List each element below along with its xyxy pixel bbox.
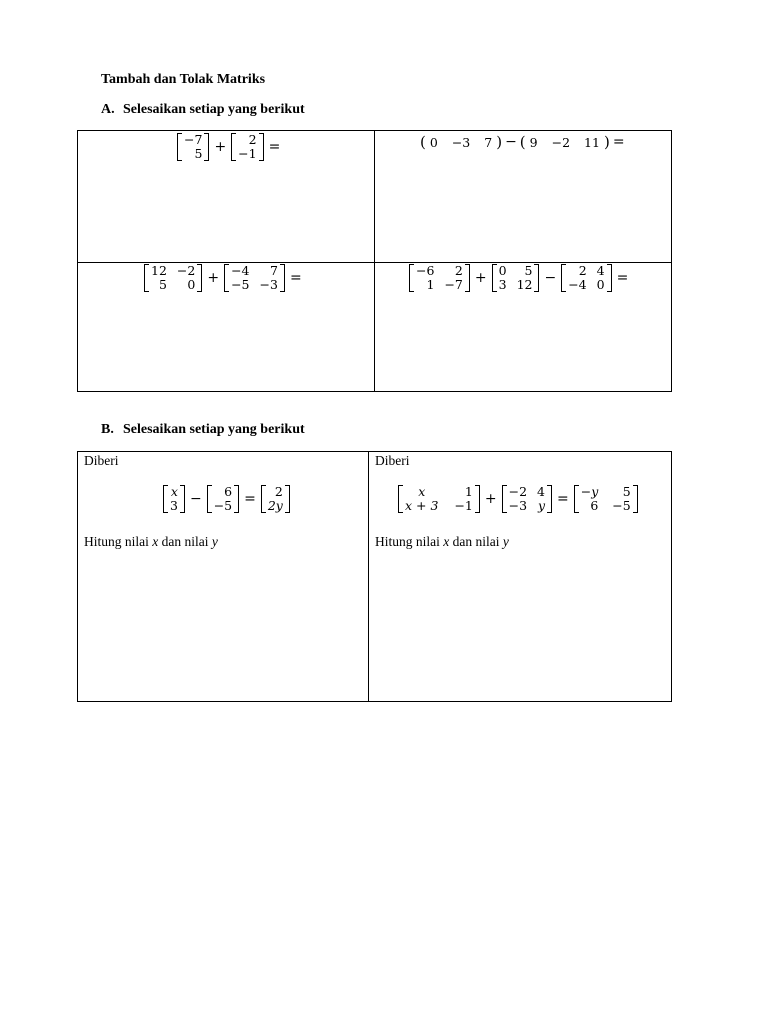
prompt-text: dan nilai	[449, 534, 503, 549]
matrix-entry: 12	[516, 277, 533, 292]
equals-sign: =	[557, 491, 569, 507]
matrix-entry: 5	[194, 146, 203, 161]
matrix-entry: −7	[184, 132, 203, 147]
equals-sign: =	[268, 139, 281, 155]
matrix-entry: −4	[568, 277, 587, 292]
matrix-entry: 1	[464, 484, 473, 499]
matrix-entry: −1	[454, 498, 473, 513]
matrix-entry: −5	[612, 498, 631, 513]
matrix	[207, 485, 239, 513]
matrix	[144, 264, 202, 292]
matrix-entry: 1	[426, 277, 435, 292]
question-b1-expression	[161, 485, 292, 513]
matrix	[574, 485, 638, 513]
close-paren: )	[496, 133, 503, 151]
given-label: Diberi	[375, 453, 410, 468]
variable-x: x	[443, 534, 450, 549]
matrix-entry: 12	[151, 263, 167, 278]
plus-operator: +	[484, 491, 497, 507]
minus-operator: −	[505, 134, 517, 150]
matrix-entry: 2y	[267, 498, 283, 513]
section-a-heading	[101, 102, 305, 118]
matrix-entry: −6	[416, 263, 435, 278]
matrix	[261, 485, 290, 513]
matrix-entry: 2	[248, 132, 257, 147]
matrix-entry: y	[537, 498, 545, 513]
equals-sign: =	[612, 134, 625, 150]
matrix	[561, 264, 611, 292]
matrix-entry: 6	[224, 484, 233, 499]
question-a3-expression	[142, 264, 305, 292]
open-paren: (	[420, 133, 426, 151]
matrix-entry: 0	[498, 263, 507, 278]
vector-entry: 0	[429, 134, 438, 150]
plus-operator: +	[214, 139, 227, 155]
matrix-entry: x + 3	[405, 498, 439, 513]
prompt-text: Hitung nilai	[375, 534, 444, 549]
vector-entry: 9	[529, 134, 538, 150]
matrix-entry: 2	[274, 484, 283, 499]
plus-operator: +	[207, 270, 220, 286]
matrix-entry: 2	[578, 263, 587, 278]
equals-sign: =	[244, 491, 256, 507]
variable-y: y	[502, 534, 509, 549]
worksheet-title: Tambah dan Tolak Matriks	[101, 72, 266, 87]
matrix-entry: 5	[524, 263, 533, 278]
matrix	[492, 264, 540, 292]
matrix-entry: 4	[596, 263, 605, 278]
vector-entry: 7	[484, 134, 493, 150]
matrix-entry: x	[418, 484, 426, 499]
table-divider-vertical	[374, 131, 375, 391]
question-a1-expression	[175, 133, 283, 161]
minus-operator: −	[189, 491, 202, 507]
matrix-entry: 2	[454, 263, 463, 278]
section-a-table	[77, 130, 672, 392]
variable-y: y	[211, 534, 218, 549]
question-b1-prompt	[84, 534, 218, 550]
row-vector	[430, 135, 492, 150]
matrix-entry: −3	[508, 498, 528, 513]
prompt-text: dan nilai	[158, 534, 212, 549]
matrix-entry: −y	[580, 484, 599, 499]
matrix-entry: −1	[238, 146, 257, 161]
section-b-label: B.	[101, 422, 114, 437]
variable-x: x	[152, 534, 159, 549]
open-paren: (	[519, 133, 526, 151]
question-b2-expression	[396, 485, 640, 513]
vector-entry: 11	[584, 134, 600, 150]
equals-sign: =	[616, 270, 629, 286]
matrix-entry: 5	[158, 277, 167, 292]
matrix-entry: 3	[498, 277, 507, 292]
matrix-entry: 5	[622, 484, 631, 499]
close-paren: )	[603, 133, 610, 151]
matrix-entry: 0	[187, 277, 196, 292]
matrix-entry: 6	[590, 498, 599, 513]
equals-sign: =	[289, 270, 302, 286]
section-a-text: Selesaikan setiap yang berikut	[123, 102, 305, 117]
question-a2-expression	[420, 133, 628, 151]
matrix-entry: 4	[537, 484, 545, 499]
matrix-entry: 7	[270, 263, 278, 278]
matrix	[398, 485, 480, 513]
table-divider-vertical	[368, 452, 369, 701]
matrix-entry: −2	[508, 484, 528, 499]
matrix-entry: −5	[231, 277, 250, 292]
matrix	[224, 264, 285, 292]
vector-entry: −2	[551, 134, 571, 150]
question-a4-expression	[407, 264, 631, 292]
matrix	[231, 133, 263, 161]
section-b-heading	[101, 422, 305, 438]
matrix-entry: −4	[231, 263, 250, 278]
matrix	[502, 485, 552, 513]
matrix-entry: −5	[213, 498, 233, 513]
question-b2-prompt	[375, 534, 509, 550]
matrix-entry: x	[170, 484, 178, 499]
matrix-entry: 3	[170, 498, 178, 513]
matrix	[177, 133, 209, 161]
minus-operator: −	[544, 270, 557, 286]
matrix-entry: −3	[259, 277, 278, 292]
row-vector	[530, 135, 600, 150]
matrix-entry: −2	[176, 263, 196, 278]
given-label: Diberi	[84, 453, 119, 468]
section-b-table	[77, 451, 672, 702]
matrix-entry: −7	[444, 277, 463, 292]
matrix	[163, 485, 185, 513]
section-b-text: Selesaikan setiap yang berikut	[123, 422, 305, 437]
vector-entry: −3	[451, 134, 471, 150]
prompt-text: Hitung nilai	[84, 534, 153, 549]
section-a-label: A.	[101, 102, 115, 117]
matrix-entry: 0	[596, 277, 605, 292]
matrix	[409, 264, 470, 292]
plus-operator: +	[474, 270, 487, 286]
